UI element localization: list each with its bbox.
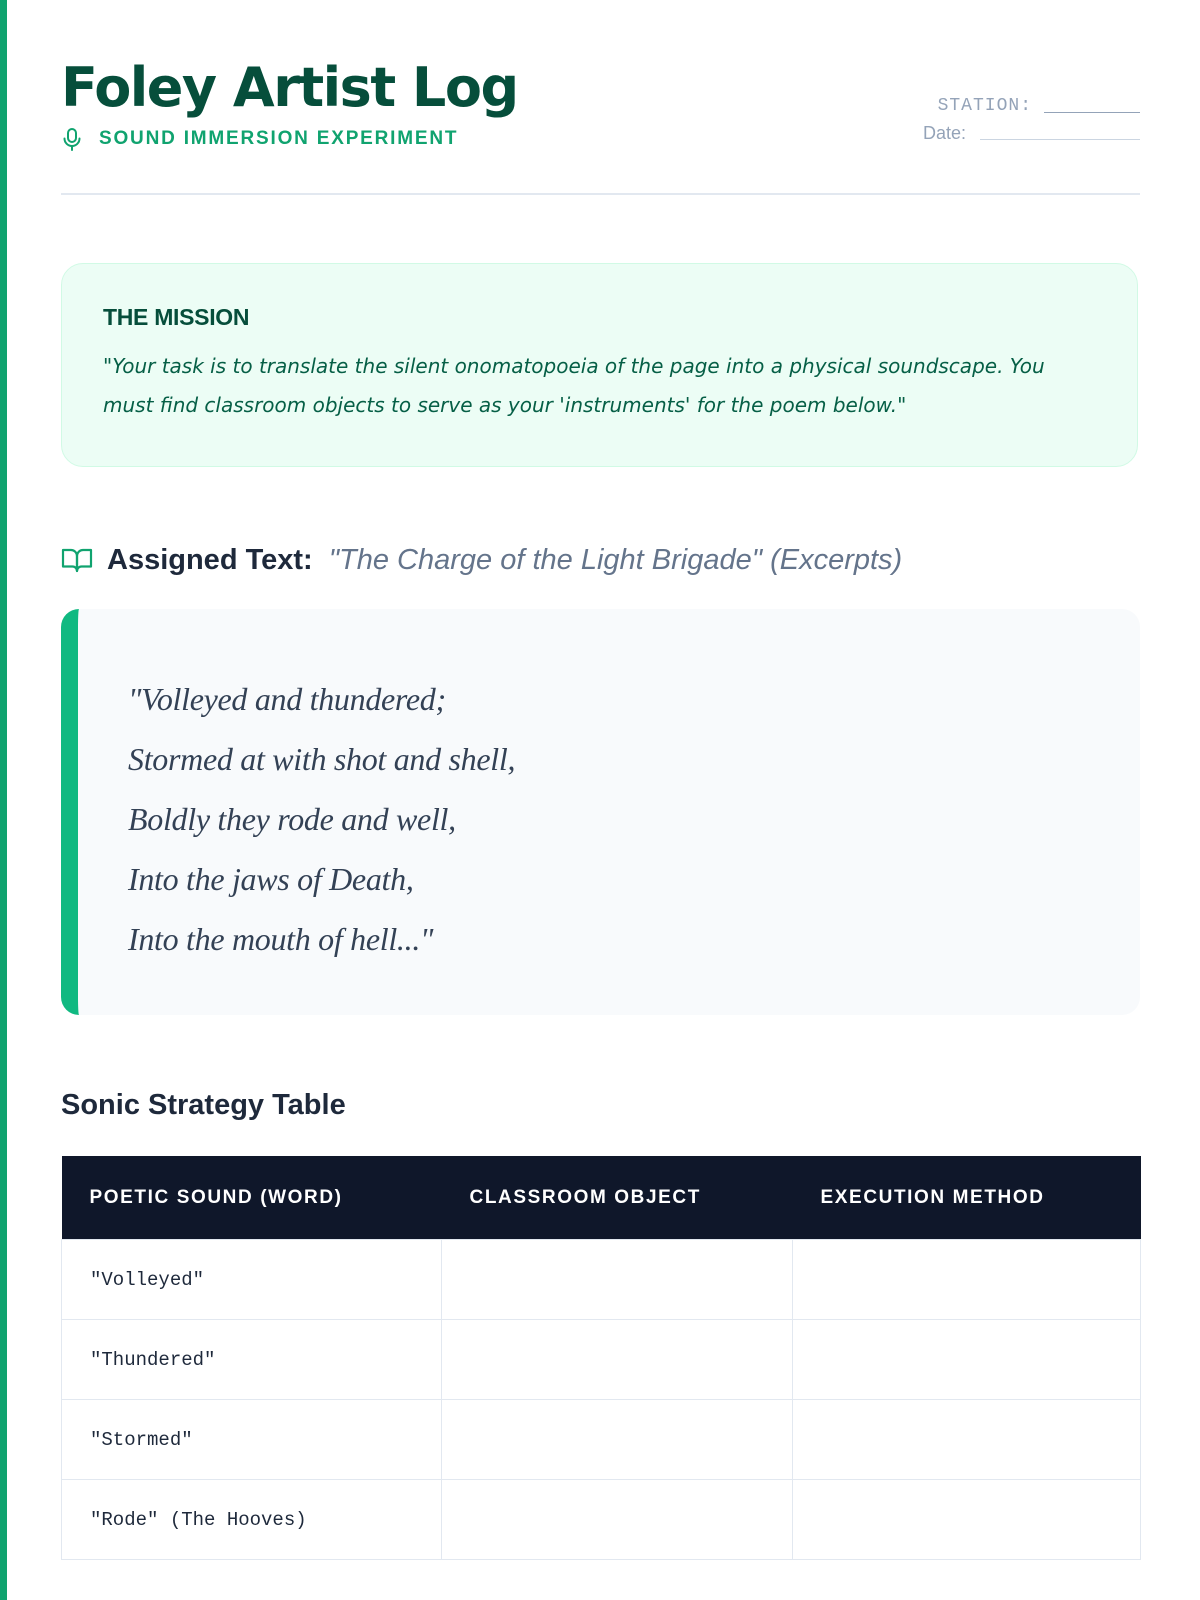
sonic-strategy-table [61,1156,1141,1560]
poem-line: "Volleyed and thundered; [128,681,446,717]
column-header-classroom-object: CLASSROOM OBJECT [442,1156,793,1240]
poem-line: Into the jaws of Death, [128,861,414,897]
table-header-row [62,1156,1141,1240]
worksheet-page [61,0,1140,1600]
subtitle-text: SOUND IMMERSION EXPERIMENT [99,128,459,149]
poetic-sound-cell: "Rode" (The Hooves) [62,1480,442,1560]
subtitle [61,126,458,152]
classroom-object-cell[interactable] [442,1320,793,1400]
classroom-object-cell[interactable] [442,1240,793,1320]
microphone-icon [61,127,83,151]
left-accent-rule [0,0,7,1600]
column-header-execution-method: EXECUTION METHOD [793,1156,1141,1240]
column-header-poetic-sound: POETIC SOUND (WORD) [62,1156,442,1240]
mission-text: "Your task is to translate the silent onomatopoeia of the page into a physical soundscape. You must find classroom objects to serve as your 'instruments' for the poem below." [103,354,1045,417]
table-heading: Sonic Strategy Table [61,1089,346,1121]
execution-method-cell[interactable] [793,1480,1141,1560]
header-divider [61,193,1140,195]
station-row [900,92,1140,116]
poetic-sound-cell: "Volleyed" [62,1240,442,1320]
station-field[interactable] [1044,112,1140,113]
classroom-object-cell[interactable] [442,1400,793,1480]
station-label: STATION: [937,96,1032,116]
table-row [62,1240,1141,1320]
poem-excerpt [61,609,1140,1015]
execution-method-cell[interactable] [793,1400,1141,1480]
date-field[interactable] [980,139,1140,140]
date-label: Date: [922,123,966,143]
open-book-icon [61,546,93,574]
table-row [62,1400,1141,1480]
assigned-text-label: Assigned Text: [107,543,313,576]
poem-line: Stormed at with shot and shell, [128,741,516,777]
table-row [62,1320,1141,1400]
poem-line: Into the mouth of hell..." [128,921,434,957]
station-date-block [900,92,1140,148]
mission-box [61,263,1138,467]
execution-method-cell[interactable] [793,1320,1141,1400]
poetic-sound-cell: "Stormed" [62,1400,442,1480]
assigned-text-title: "The Charge of the Light Brigade" (Excerpts) [328,543,903,576]
poetic-sound-cell: "Thundered" [62,1320,442,1400]
date-row [900,120,1140,144]
table-row [62,1480,1141,1560]
assigned-text-row [61,540,902,580]
classroom-object-cell[interactable] [442,1480,793,1560]
execution-method-cell[interactable] [793,1240,1141,1320]
page-title: Foley Artist Log [61,56,518,119]
mission-heading: THE MISSION [103,304,250,330]
poem-line: Boldly they rode and well, [128,801,456,837]
